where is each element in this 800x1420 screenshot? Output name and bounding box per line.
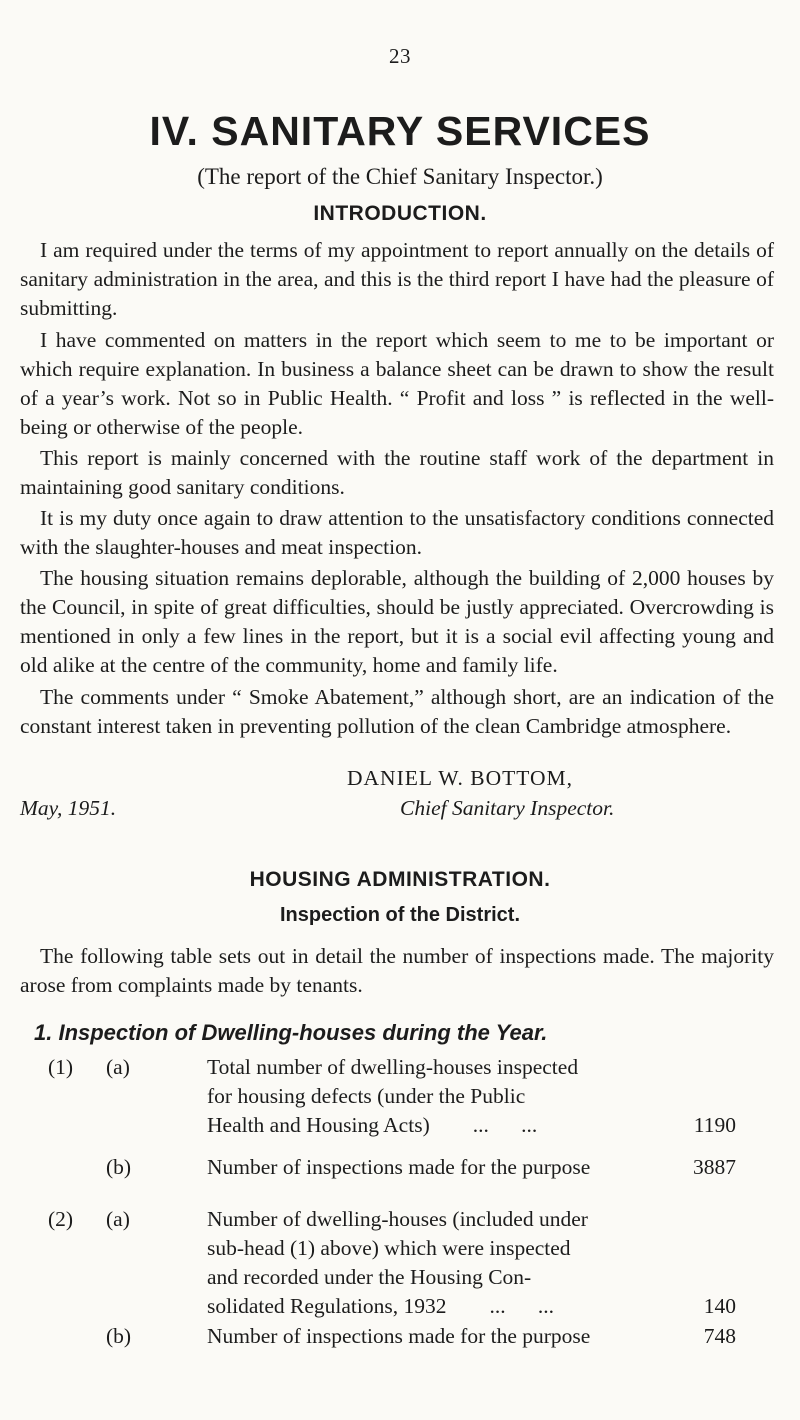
item-number: (2) (48, 1207, 74, 1231)
item-value: 140 (703, 1294, 736, 1318)
signature-name: DANIEL W. BOTTOM, (347, 766, 574, 790)
intro-paragraph-5: The housing situation remains deplorable, although the building of 2,000 houses by the Council, in spite of great difficulties, should be justly appreciated. Overcrowding is mentioned in only a few lines in the report, but it is a social evil affecting young and old alike at the centre of the community, home and family life. (20, 566, 774, 677)
item-text-line: Number of inspections made for the purpose (207, 1155, 591, 1179)
item-number: (1) (48, 1055, 74, 1079)
page-subtitle: (The report of the Chief Sanitary Inspector.) (197, 164, 603, 189)
intro-paragraph-4: It is my duty once again to draw attention to the unsatisfactory conditions connected with the slaughter-houses and meat inspection. (20, 506, 774, 559)
item-subletter: (b) (106, 1155, 132, 1179)
housing-heading: HOUSING ADMINISTRATION. (249, 868, 551, 891)
item-value: 3887 (693, 1155, 736, 1179)
item-subletter: (a) (106, 1207, 130, 1231)
item-text-line: sub-head (1) above) which were inspected (207, 1236, 571, 1260)
intro-paragraph-6: The comments under “ Smoke Abatement,” although short, are an indication of the constant interest taken in preventing pollution of the clean Cambridge atmosphere. (20, 685, 774, 738)
introduction-heading: INTRODUCTION. (313, 202, 487, 225)
item-text-line: Number of inspections made for the purpose (207, 1324, 591, 1348)
section-heading: 1. Inspection of Dwelling-houses during the Year. (34, 1020, 548, 1045)
signature-date: May, 1951. (20, 796, 117, 820)
signature-title: Chief Sanitary Inspector. (400, 796, 615, 820)
item-subletter: (a) (106, 1055, 130, 1079)
item-text-line: for housing defects (under the Public (207, 1084, 526, 1108)
item-value: 748 (703, 1324, 736, 1348)
item-text-line: Total number of dwelling-houses inspected (207, 1055, 579, 1079)
page-number: 23 (389, 44, 411, 68)
intro-paragraph-3: This report is mainly concerned with the routine staff work of the department in maintaining good sanitary conditions. (20, 446, 774, 499)
item-text-line: Number of dwelling-houses (included under (207, 1207, 588, 1231)
housing-subheading: Inspection of the District. (279, 904, 521, 926)
page-title: IV. SANITARY SERVICES (149, 108, 651, 154)
intro-paragraph-2: I have commented on matters in the report which seem to me to be important or which require explanation. In business a balance sheet can be drawn to show the result of a year’s work. Not so in Public Health. “ Profit and loss ” is reflected in the well-being or otherwise of the people. (20, 328, 774, 439)
item-text-line: and recorded under the Housing Con- (207, 1265, 532, 1289)
intro-paragraph-1: I am required under the terms of my appointment to report annually on the details of sanitary administration in the area, and this is the third report I have had the pleasure of submitting. (20, 238, 774, 320)
item-text-line: solidated Regulations, 1932 ... ... (207, 1294, 554, 1318)
item-subletter: (b) (106, 1324, 132, 1348)
item-text-line: Health and Housing Acts) ... ... (207, 1113, 538, 1137)
item-value: 1190 (693, 1113, 736, 1137)
housing-paragraph: The following table sets out in detail the number of inspections made. The majority arose from complaints made by tenants. (20, 944, 774, 997)
